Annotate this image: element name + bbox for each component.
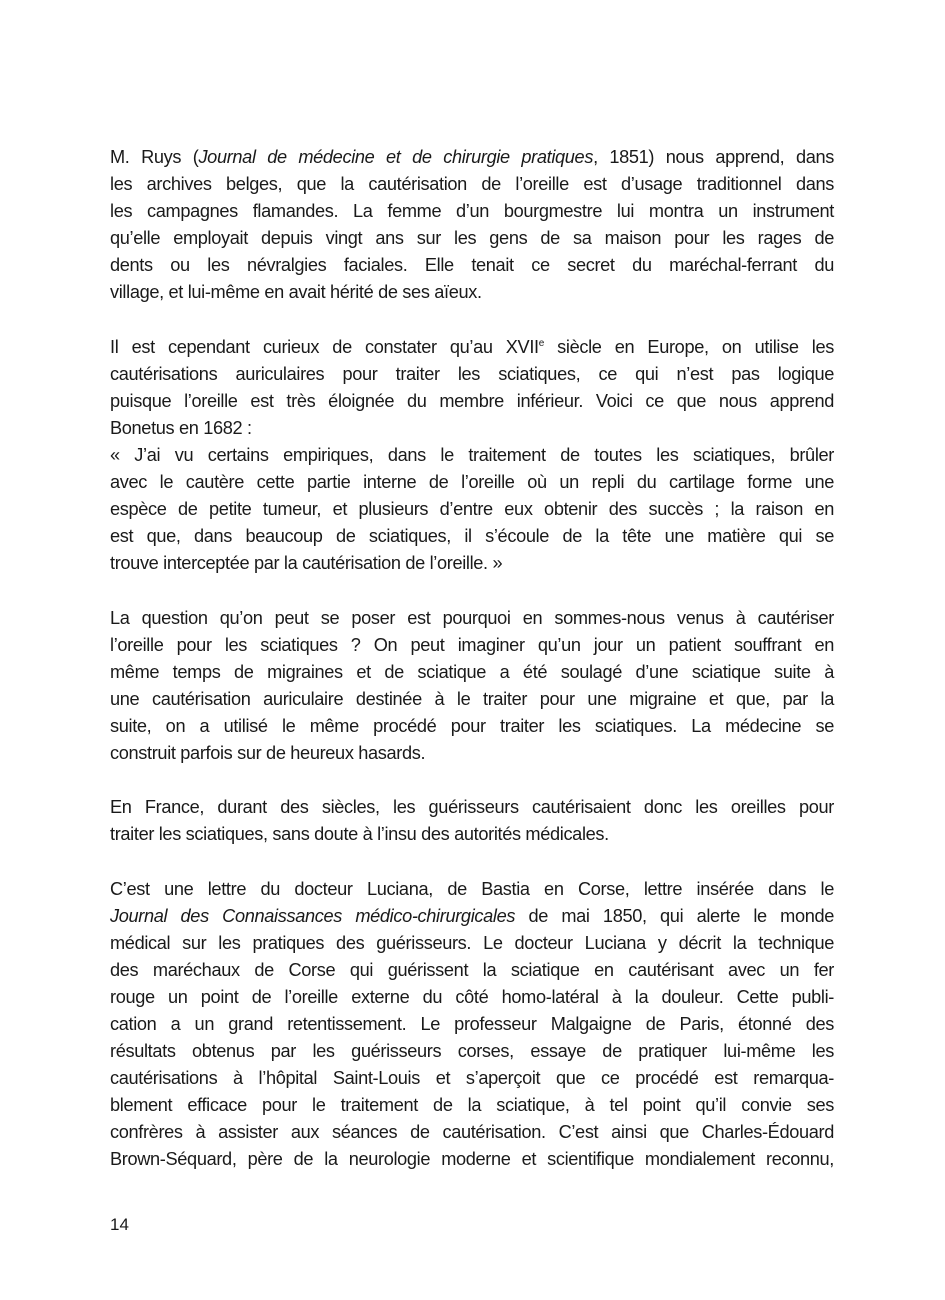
text-line bbox=[110, 876, 834, 903]
text-segment: Brown-Séquard, père de la neurologie moderne et scientifique mondialement reconnu, bbox=[110, 1149, 834, 1170]
text-segment: résultats obtenus par les guérisseurs corses, essaye de pratiquer lui-même les bbox=[110, 1041, 834, 1062]
text-line bbox=[110, 984, 834, 1011]
text-segment: C’est une lettre du docteur Luciana, de Bastia en Corse, lettre insérée dans le bbox=[110, 878, 834, 899]
text-line bbox=[110, 496, 834, 523]
text-segment: qu’elle employait depuis vingt ans sur les gens de sa maison pour les rages de bbox=[110, 228, 834, 249]
text-line bbox=[110, 334, 834, 361]
text-line bbox=[110, 388, 834, 415]
text-segment: cautérisations auriculaires pour traiter les sciatiques, ce qui n’est pas logique bbox=[110, 363, 834, 384]
text-line bbox=[110, 794, 834, 821]
superscript: e bbox=[538, 337, 544, 349]
text-segment: village, et lui-même en avait hérité de ses aïeux. bbox=[110, 282, 482, 303]
text-segment: de mai 1850, qui alerte le monde bbox=[515, 905, 835, 926]
text-line bbox=[110, 713, 834, 740]
page-body bbox=[110, 144, 834, 1174]
paragraph-p2 bbox=[110, 334, 834, 578]
text-segment: suite, on a utilisé le même procédé pour traiter les sciatiques. La médecine se bbox=[110, 715, 834, 736]
text-segment: dents ou les névralgies faciales. Elle tenait ce secret du maréchal-ferrant du bbox=[110, 255, 834, 276]
text-line bbox=[110, 1119, 834, 1146]
paragraph-p4 bbox=[110, 794, 834, 848]
paragraph-p3 bbox=[110, 605, 834, 768]
text-line bbox=[110, 361, 834, 388]
text-segment: , 1851) nous apprend, dans bbox=[593, 147, 834, 167]
italic-title: Journal des Connaissances médico-chirurgicales bbox=[110, 905, 516, 926]
text-line bbox=[110, 442, 834, 469]
text-line bbox=[110, 1065, 834, 1092]
text-line bbox=[110, 171, 834, 198]
text-line bbox=[110, 198, 834, 225]
text-line bbox=[110, 1011, 834, 1038]
text-line bbox=[110, 225, 834, 252]
text-segment: cation a un grand retentissement. Le professeur Malgaigne de Paris, étonné des bbox=[110, 1014, 834, 1034]
text-segment: est que, dans beaucoup de sciatiques, il s’écoule de la tête une matière qui se bbox=[110, 526, 834, 547]
text-line bbox=[110, 659, 834, 686]
text-line bbox=[110, 686, 834, 713]
text-line bbox=[110, 821, 834, 848]
text-line bbox=[110, 279, 834, 306]
text-line bbox=[110, 605, 834, 632]
text-segment: siècle en Europe, on utilise les bbox=[543, 336, 834, 357]
text-line bbox=[110, 632, 834, 659]
page-number: 14 bbox=[110, 1215, 129, 1234]
text-segment: Bonetus en 1682 : bbox=[110, 417, 252, 438]
text-line bbox=[110, 1038, 834, 1065]
text-segment: les archives belges, que la cautérisation de l’oreille est d’usage traditionnel dans bbox=[110, 174, 834, 195]
text-segment: « J’ai vu certains empiriques, dans le traitement de toutes les sciatiques, brûler bbox=[110, 445, 834, 466]
text-line bbox=[110, 252, 834, 279]
text-line bbox=[110, 469, 834, 496]
text-segment: En France, durant des siècles, les guérisseurs cautérisaient donc les oreilles pour bbox=[110, 797, 834, 818]
text-line bbox=[110, 740, 834, 767]
text-segment: puisque l’oreille est très éloignée du membre inférieur. Voici ce que nous apprend bbox=[110, 390, 834, 411]
text-segment: confrères à assister aux séances de cautérisation. C’est ainsi que Charles-Édouard bbox=[110, 1122, 834, 1143]
text-line bbox=[110, 1146, 834, 1173]
text-line bbox=[110, 1092, 834, 1119]
text-segment: les campagnes flamandes. La femme d’un bourgmestre lui montra un instrument bbox=[110, 201, 834, 222]
text-segment: trouve interceptée par la cautérisation de l’oreille. » bbox=[110, 553, 503, 574]
paragraph-p5 bbox=[110, 876, 834, 1174]
text-segment: Il est cependant curieux de constater qu’au XVII bbox=[110, 336, 539, 357]
text-line bbox=[110, 903, 834, 930]
text-line bbox=[110, 550, 834, 577]
text-segment: traiter les sciatiques, sans doute à l’insu des autorités médicales. bbox=[110, 824, 609, 845]
text-segment: espèce de petite tumeur, et plusieurs d’entre eux obtenir des succès ; la raison en bbox=[110, 499, 834, 520]
text-line bbox=[110, 523, 834, 550]
text-segment: M. Ruys ( bbox=[110, 147, 199, 167]
text-segment: rouge un point de l’oreille externe du côté homo-latéral à la douleur. Cette publi- bbox=[110, 986, 834, 1007]
text-segment: même temps de migraines et de sciatique a été soulagé d’une sciatique suite à bbox=[110, 661, 834, 682]
text-line bbox=[110, 144, 834, 171]
text-segment: des maréchaux de Corse qui guérissent la sciatique en cautérisant avec un fer bbox=[110, 959, 834, 980]
text-segment: l’oreille pour les sciatiques ? On peut imaginer qu’un jour un patient souffrant en bbox=[110, 634, 834, 655]
text-segment: construit parfois sur de heureux hasards. bbox=[110, 743, 426, 764]
paragraph-p1 bbox=[110, 144, 834, 307]
text-segment: cautérisations à l’hôpital Saint-Louis et s’aperçoit que ce procédé est remarqua- bbox=[110, 1068, 834, 1089]
text-line bbox=[110, 415, 834, 442]
text-segment: La question qu’on peut se poser est pourquoi en sommes-nous venus à cautériser bbox=[110, 607, 834, 628]
italic-title: Journal de médecine et de chirurgie pratiques bbox=[198, 147, 594, 167]
text-segment: médical sur les pratiques des guérisseurs. Le docteur Luciana y décrit la technique bbox=[110, 932, 834, 953]
text-segment: une cautérisation auriculaire destinée à le traiter pour une migraine et que, par la bbox=[110, 688, 834, 709]
text-line bbox=[110, 957, 834, 984]
text-segment: avec le cautère cette partie interne de l’oreille où un repli du cartilage forme une bbox=[110, 472, 834, 493]
text-segment: blement efficace pour le traitement de la sciatique, à tel point qu’il convie ses bbox=[110, 1095, 834, 1116]
text-line bbox=[110, 930, 834, 957]
